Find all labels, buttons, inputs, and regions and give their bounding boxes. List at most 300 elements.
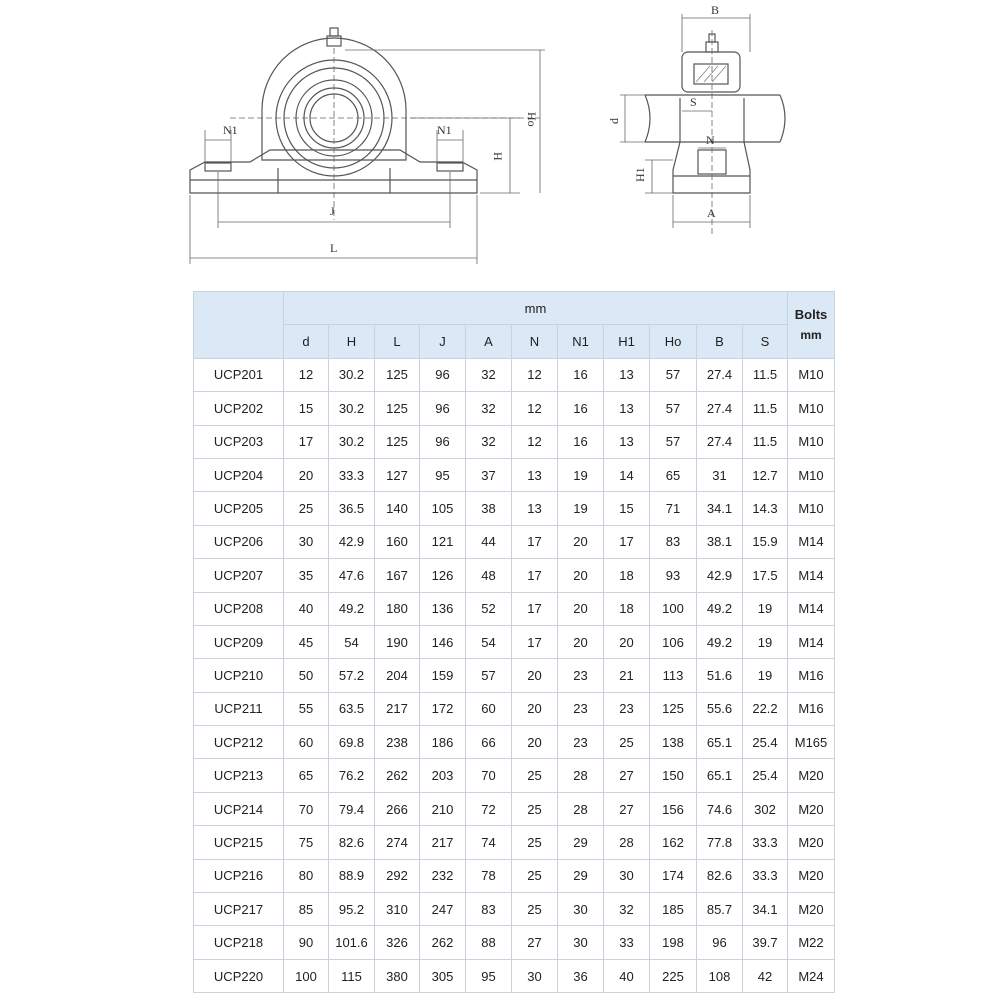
table-cell: 23	[558, 692, 604, 725]
table-cell: 127	[375, 458, 420, 491]
table-row	[194, 726, 835, 759]
table-cell: 13	[512, 492, 558, 525]
table-cell: 25	[512, 792, 558, 825]
table-cell: 180	[375, 592, 420, 625]
model-cell: UCP208	[194, 592, 284, 625]
table-cell: 22.2	[743, 692, 788, 725]
bolt-cell: M20	[788, 759, 835, 792]
table-cell: 42.9	[697, 559, 743, 592]
table-cell: 71	[650, 492, 697, 525]
table-cell: 12	[512, 358, 558, 391]
column-header: H1	[604, 325, 650, 358]
bolt-cell: M24	[788, 959, 835, 992]
table-row	[194, 525, 835, 558]
table-cell: 136	[420, 592, 466, 625]
table-cell: 34.1	[697, 492, 743, 525]
table-cell: 88	[466, 926, 512, 959]
table-cell: 150	[650, 759, 697, 792]
table-cell: 217	[420, 826, 466, 859]
dim-label-h1: H1	[633, 167, 647, 182]
table-row	[194, 492, 835, 525]
table-cell: 80	[284, 859, 329, 892]
dim-label-n1-right: N1	[437, 123, 452, 137]
table-cell: 16	[558, 358, 604, 391]
bolt-cell: M10	[788, 392, 835, 425]
table-cell: 13	[604, 392, 650, 425]
column-header: H	[329, 325, 375, 358]
table-header-row-columns	[194, 325, 835, 358]
table-cell: 262	[420, 926, 466, 959]
front-view	[190, 28, 545, 264]
table-cell: 310	[375, 893, 420, 926]
table-cell: 17	[284, 425, 329, 458]
table-cell: 34.1	[743, 893, 788, 926]
table-cell: 27.4	[697, 392, 743, 425]
table-cell: 18	[604, 592, 650, 625]
bolts-header	[788, 292, 835, 359]
table-cell: 33	[604, 926, 650, 959]
table-cell: 198	[650, 926, 697, 959]
table-cell: 25.4	[743, 759, 788, 792]
table-cell: 11.5	[743, 425, 788, 458]
table-row	[194, 792, 835, 825]
table-cell: 82.6	[329, 826, 375, 859]
table-cell: 49.2	[329, 592, 375, 625]
table-cell: 167	[375, 559, 420, 592]
table-cell: 70	[466, 759, 512, 792]
bolt-cell: M20	[788, 859, 835, 892]
table-cell: 146	[420, 625, 466, 658]
table-cell: 125	[375, 358, 420, 391]
column-header: d	[284, 325, 329, 358]
table-cell: 19	[558, 492, 604, 525]
column-header: A	[466, 325, 512, 358]
model-cell: UCP215	[194, 826, 284, 859]
dim-label-n: N	[706, 133, 715, 147]
table-cell: 77.8	[697, 826, 743, 859]
table-cell: 39.7	[743, 926, 788, 959]
table-cell: 126	[420, 559, 466, 592]
table-cell: 42.9	[329, 525, 375, 558]
table-cell: 20	[558, 625, 604, 658]
table-cell: 45	[284, 625, 329, 658]
table-cell: 20	[558, 559, 604, 592]
table-cell: 27	[604, 759, 650, 792]
table-row	[194, 425, 835, 458]
table-cell: 57	[466, 659, 512, 692]
table-cell: 74	[466, 826, 512, 859]
table-row	[194, 893, 835, 926]
table-cell: 76.2	[329, 759, 375, 792]
bolt-cell: M20	[788, 893, 835, 926]
bearing-drawing	[0, 0, 1000, 285]
table-cell: 156	[650, 792, 697, 825]
table-cell: 72	[466, 792, 512, 825]
bolt-cell: M20	[788, 826, 835, 859]
table-cell: 85.7	[697, 893, 743, 926]
table-cell: 28	[558, 759, 604, 792]
table-cell: 30	[284, 525, 329, 558]
table-cell: 292	[375, 859, 420, 892]
table-cell: 203	[420, 759, 466, 792]
table-cell: 20	[512, 692, 558, 725]
table-cell: 172	[420, 692, 466, 725]
table-cell: 65	[284, 759, 329, 792]
table-cell: 305	[420, 959, 466, 992]
table-cell: 247	[420, 893, 466, 926]
table-body	[194, 358, 835, 992]
table-cell: 14	[604, 458, 650, 491]
table-cell: 55	[284, 692, 329, 725]
table-cell: 15	[284, 392, 329, 425]
table-cell: 108	[697, 959, 743, 992]
table-cell: 125	[650, 692, 697, 725]
table-cell: 262	[375, 759, 420, 792]
table-cell: 20	[558, 592, 604, 625]
table-header-row-units	[194, 292, 835, 325]
table-cell: 40	[284, 592, 329, 625]
table-cell: 63.5	[329, 692, 375, 725]
table-cell: 96	[420, 358, 466, 391]
table-cell: 20	[284, 458, 329, 491]
table-cell: 57	[650, 392, 697, 425]
column-header: N	[512, 325, 558, 358]
table-cell: 78	[466, 859, 512, 892]
dim-label-n1-left: N1	[223, 123, 238, 137]
table-cell: 95	[420, 458, 466, 491]
table-cell: 40	[604, 959, 650, 992]
table-cell: 210	[420, 792, 466, 825]
table-cell: 75	[284, 826, 329, 859]
dim-label-j: J	[330, 204, 335, 218]
table-cell: 30.2	[329, 392, 375, 425]
table-cell: 65.1	[697, 726, 743, 759]
table-cell: 96	[420, 425, 466, 458]
table-cell: 12	[284, 358, 329, 391]
dim-label-h: H	[491, 152, 505, 161]
table-cell: 17	[512, 525, 558, 558]
table-cell: 96	[420, 392, 466, 425]
table-cell: 33.3	[743, 859, 788, 892]
table-cell: 121	[420, 525, 466, 558]
table-cell: 16	[558, 392, 604, 425]
table-cell: 380	[375, 959, 420, 992]
side-view	[607, 3, 785, 235]
table-cell: 36	[558, 959, 604, 992]
table-cell: 125	[375, 425, 420, 458]
bolt-cell: M14	[788, 592, 835, 625]
table-cell: 70	[284, 792, 329, 825]
table-cell: 25	[512, 759, 558, 792]
table-row	[194, 458, 835, 491]
table-cell: 14.3	[743, 492, 788, 525]
bolt-cell: M14	[788, 559, 835, 592]
table-cell: 69.8	[329, 726, 375, 759]
model-cell: UCP216	[194, 859, 284, 892]
table-cell: 65	[650, 458, 697, 491]
table-cell: 12	[512, 392, 558, 425]
table-cell: 302	[743, 792, 788, 825]
bolt-cell: M10	[788, 358, 835, 391]
table-cell: 23	[604, 692, 650, 725]
bolts-header-title: Bolts	[794, 307, 828, 323]
bolt-cell: M16	[788, 659, 835, 692]
table-cell: 52	[466, 592, 512, 625]
table-cell: 66	[466, 726, 512, 759]
table-cell: 17	[512, 559, 558, 592]
bolt-cell: M10	[788, 492, 835, 525]
bolt-cell: M22	[788, 926, 835, 959]
table-row	[194, 692, 835, 725]
table-cell: 17	[604, 525, 650, 558]
table-cell: 42	[743, 959, 788, 992]
table-cell: 20	[512, 659, 558, 692]
table-cell: 25	[512, 859, 558, 892]
table-cell: 30.2	[329, 425, 375, 458]
table-cell: 27	[604, 792, 650, 825]
table-cell: 93	[650, 559, 697, 592]
table-cell: 29	[558, 859, 604, 892]
dim-label-s: S	[690, 95, 697, 109]
table-cell: 90	[284, 926, 329, 959]
table-cell: 13	[604, 425, 650, 458]
table-cell: 32	[466, 425, 512, 458]
table-cell: 160	[375, 525, 420, 558]
table-cell: 19	[743, 659, 788, 692]
table-cell: 28	[558, 792, 604, 825]
table-cell: 225	[650, 959, 697, 992]
table-row	[194, 559, 835, 592]
table-cell: 30	[558, 926, 604, 959]
column-header: N1	[558, 325, 604, 358]
table-cell: 27.4	[697, 358, 743, 391]
table-cell: 101.6	[329, 926, 375, 959]
table-cell: 326	[375, 926, 420, 959]
table-cell: 32	[604, 893, 650, 926]
table-cell: 190	[375, 625, 420, 658]
table-cell: 20	[604, 625, 650, 658]
column-header: B	[697, 325, 743, 358]
bolt-cell: M16	[788, 692, 835, 725]
table-cell: 12.7	[743, 458, 788, 491]
model-cell: UCP206	[194, 525, 284, 558]
table-cell: 32	[466, 358, 512, 391]
model-cell: UCP209	[194, 625, 284, 658]
table-cell: 115	[329, 959, 375, 992]
table-cell: 31	[697, 458, 743, 491]
table-cell: 20	[558, 525, 604, 558]
bolt-cell: M10	[788, 458, 835, 491]
column-header: J	[420, 325, 466, 358]
model-cell: UCP204	[194, 458, 284, 491]
table-cell: 30	[512, 959, 558, 992]
model-cell: UCP203	[194, 425, 284, 458]
table-row	[194, 926, 835, 959]
table-cell: 232	[420, 859, 466, 892]
table-cell: 159	[420, 659, 466, 692]
table-cell: 82.6	[697, 859, 743, 892]
table-cell: 85	[284, 893, 329, 926]
table-row	[194, 826, 835, 859]
table-cell: 27.4	[697, 425, 743, 458]
table-cell: 35	[284, 559, 329, 592]
dimensions-table	[193, 291, 835, 993]
table-cell: 186	[420, 726, 466, 759]
model-cell: UCP201	[194, 358, 284, 391]
table-row	[194, 659, 835, 692]
table-cell: 30	[604, 859, 650, 892]
table-cell: 29	[558, 826, 604, 859]
table-cell: 100	[650, 592, 697, 625]
model-cell: UCP211	[194, 692, 284, 725]
table-cell: 13	[512, 458, 558, 491]
model-cell: UCP212	[194, 726, 284, 759]
dim-label-b: B	[711, 3, 720, 17]
column-header: Ho	[650, 325, 697, 358]
table-cell: 83	[466, 893, 512, 926]
table-cell: 38.1	[697, 525, 743, 558]
dim-label-a: A	[707, 206, 716, 220]
table-cell: 28	[604, 826, 650, 859]
table-cell: 11.5	[743, 358, 788, 391]
table-cell: 105	[420, 492, 466, 525]
table-cell: 65.1	[697, 759, 743, 792]
table-cell: 113	[650, 659, 697, 692]
model-cell: UCP214	[194, 792, 284, 825]
table-cell: 238	[375, 726, 420, 759]
table-row	[194, 392, 835, 425]
table-cell: 60	[284, 726, 329, 759]
table-cell: 19	[558, 458, 604, 491]
table-cell: 32	[466, 392, 512, 425]
table-cell: 51.6	[697, 659, 743, 692]
table-row	[194, 358, 835, 391]
table-cell: 57.2	[329, 659, 375, 692]
table-cell: 54	[329, 625, 375, 658]
model-cell: UCP218	[194, 926, 284, 959]
table-cell: 13	[604, 358, 650, 391]
model-cell: UCP210	[194, 659, 284, 692]
table-cell: 23	[558, 726, 604, 759]
table-row	[194, 592, 835, 625]
table-cell: 162	[650, 826, 697, 859]
table-row	[194, 959, 835, 992]
table-cell: 266	[375, 792, 420, 825]
table-cell: 74.6	[697, 792, 743, 825]
table-cell: 19	[743, 625, 788, 658]
table-cell: 25	[512, 893, 558, 926]
table-cell: 17	[512, 592, 558, 625]
table-cell: 36.5	[329, 492, 375, 525]
table-cell: 79.4	[329, 792, 375, 825]
table-cell: 138	[650, 726, 697, 759]
table-cell: 96	[697, 926, 743, 959]
table-cell: 57	[650, 358, 697, 391]
table-row	[194, 759, 835, 792]
table-cell: 274	[375, 826, 420, 859]
table-cell: 25	[284, 492, 329, 525]
model-cell: UCP205	[194, 492, 284, 525]
table-cell: 33.3	[329, 458, 375, 491]
table-cell: 15	[604, 492, 650, 525]
table-cell: 21	[604, 659, 650, 692]
table-cell: 27	[512, 926, 558, 959]
bolt-cell: M165	[788, 726, 835, 759]
table-cell: 140	[375, 492, 420, 525]
table-cell: 25.4	[743, 726, 788, 759]
table-cell: 185	[650, 893, 697, 926]
table-corner-cell	[194, 292, 284, 359]
table-cell: 48	[466, 559, 512, 592]
table-cell: 11.5	[743, 392, 788, 425]
table-cell: 38	[466, 492, 512, 525]
model-cell: UCP220	[194, 959, 284, 992]
dim-label-ho: Ho	[525, 112, 539, 127]
table-cell: 23	[558, 659, 604, 692]
table-cell: 100	[284, 959, 329, 992]
bolts-header-unit: mm	[800, 328, 822, 343]
bolt-cell: M10	[788, 425, 835, 458]
table-cell: 125	[375, 392, 420, 425]
table-cell: 54	[466, 625, 512, 658]
bolt-cell: M20	[788, 792, 835, 825]
table-cell: 47.6	[329, 559, 375, 592]
model-cell: UCP217	[194, 893, 284, 926]
table-cell: 44	[466, 525, 512, 558]
table-cell: 55.6	[697, 692, 743, 725]
table-cell: 18	[604, 559, 650, 592]
table-cell: 106	[650, 625, 697, 658]
table-cell: 25	[604, 726, 650, 759]
table-row	[194, 625, 835, 658]
table-cell: 12	[512, 425, 558, 458]
table-cell: 25	[512, 826, 558, 859]
table-cell: 17	[512, 625, 558, 658]
table-cell: 88.9	[329, 859, 375, 892]
table-cell: 17.5	[743, 559, 788, 592]
table-cell: 174	[650, 859, 697, 892]
table-cell: 20	[512, 726, 558, 759]
table-cell: 19	[743, 592, 788, 625]
unit-header: mm	[284, 292, 788, 325]
model-cell: UCP207	[194, 559, 284, 592]
table-cell: 30.2	[329, 358, 375, 391]
table-cell: 50	[284, 659, 329, 692]
table-cell: 95	[466, 959, 512, 992]
table-cell: 16	[558, 425, 604, 458]
table-cell: 30	[558, 893, 604, 926]
dim-label-l: L	[330, 241, 338, 255]
bolt-cell: M14	[788, 625, 835, 658]
table-cell: 204	[375, 659, 420, 692]
model-cell: UCP202	[194, 392, 284, 425]
table-cell: 37	[466, 458, 512, 491]
dim-label-d: d	[607, 118, 621, 124]
model-cell: UCP213	[194, 759, 284, 792]
table-cell: 15.9	[743, 525, 788, 558]
column-header: L	[375, 325, 420, 358]
table-row	[194, 859, 835, 892]
table-cell: 33.3	[743, 826, 788, 859]
bolt-cell: M14	[788, 525, 835, 558]
table-cell: 83	[650, 525, 697, 558]
table-cell: 49.2	[697, 625, 743, 658]
column-header: S	[743, 325, 788, 358]
table-cell: 57	[650, 425, 697, 458]
table-cell: 49.2	[697, 592, 743, 625]
table-cell: 60	[466, 692, 512, 725]
table-cell: 217	[375, 692, 420, 725]
